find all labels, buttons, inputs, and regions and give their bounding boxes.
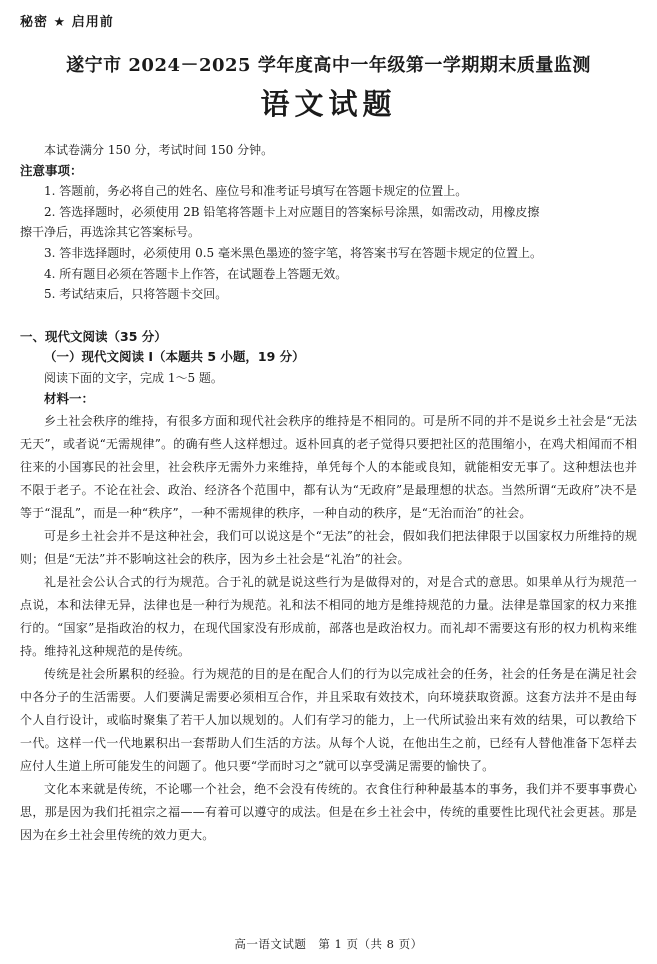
page-footer: 高一语文试题 第 1 页（共 8 页） xyxy=(234,937,423,951)
notice-item: 2. 答选择题时，必须使用 2B 铅笔将答题卡上对应题目的答案标号涂黑，如需改动，用橡皮擦 xyxy=(44,204,540,219)
notice-item: 3. 答非选择题时，必须使用 0.5 毫米黑色墨迹的签字笔，将答案书写在答题卡规定的位置上。 xyxy=(44,245,542,260)
section-heading: 一、现代文阅读（35 分） xyxy=(20,328,167,344)
notice-item: 4. 所有题目必须在答题卡上作答，在试题卷上答题无效。 xyxy=(44,266,348,281)
exam-title: 遂宁市 2024－2025 学年度高中一年级第一学期期末质量监测 xyxy=(66,55,591,76)
passage-paragraph: 可是乡土社会并不是这种社会，我们可以说这是个“无法”的社会，假如我们把法律限于以国家权力所维持的规则；但是“无法”并不影响这社会的秩序，因为乡土社会是“礼治”的社会。 xyxy=(20,529,637,567)
passage xyxy=(20,410,637,847)
subject-title: 语文试题 xyxy=(260,87,397,121)
notice-item-continued: 擦干净后，再选涂其它答案标号。 xyxy=(20,225,201,240)
notice-heading: 注意事项： xyxy=(20,162,83,178)
passage-paragraph: 乡土社会秩序的维持，有很多方面和现代社会秩序的维持是不相同的。可是所不同的并不是说乡土社会是“无法无天”，或者说“无需规律”。的确有些人这样想过。返朴回真的老子觉得只要把社区的范围缩小，在鸡犬相闻而不相往来的小国寡民的社会里，社会秩序无需外力来维持，单凭每个人的本能或良知，就能相安无事了。这种想法也并不限于老子。不论在社会、政治、经济各个范围中，都有认为“无政府”是最理想的状态。当然所谓“无政府”决不是等于“混乱”，而是一种“秩序”，一种不需规律的秩序，一种自动的秩序，是“无治而治”的社会。 xyxy=(20,414,637,521)
material-label: 材料一： xyxy=(44,390,95,406)
reading-instruction: 阅读下面的文字，完成 1～5 题。 xyxy=(44,370,223,385)
score-time-note: 本试卷满分 150 分，考试时间 150 分钟。 xyxy=(44,143,274,157)
notice-item: 5. 考试结束后，只将答题卡交回。 xyxy=(44,287,228,302)
section-subheading: （一）现代文阅读 Ⅰ（本题共 5 小题，19 分） xyxy=(44,349,305,365)
passage-paragraph: 文化本来就是传统，不论哪一个社会，绝不会没有传统的。衣食住行种种最基本的事务，我们并不要事事费心思，那是因为我们托祖宗之福——有着可以遵守的成法。但是在乡土社会中，传统的重要性比现代社会更甚。那是因为在乡土社会里传统的效力更大。 xyxy=(20,782,637,843)
notice-item: 1. 答题前，务必将自己的姓名、座位号和准考证号填写在答题卡规定的位置上。 xyxy=(44,184,468,199)
secret-label: 秘密 ★ 启用前 xyxy=(20,15,114,30)
passage-paragraph: 礼是社会公认合式的行为规范。合于礼的就是说这些行为是做得对的，对是合式的意思。如果单从行为规范一点说，本和法律无异，法律也是一种行为规范。礼和法不相同的地方是维持规范的力量。法律是靠国家的权力来推行的。“国家”是指政治的权力，在现代国家没有形成前，部落也是政治权力。而礼却不需要这有形的权力机构来维持。维持礼这种规范的是传统。 xyxy=(20,575,637,659)
passage-paragraph: 传统是社会所累积的经验。行为规范的目的是在配合人们的行为以完成社会的任务，社会的任务是在满足社会中各分子的生活需要。人们要满足需要必须相互合作，并且采取有效技术，向环境获取资源。这套方法并不是由每个人自行设计，或临时聚集了若干人加以规划的。人们有学习的能力，上一代所试验出来有效的结果，可以教给下一代。这样一代一代地累积出一套帮助人们生活的方法。从每个人说，在他出生之前，已经有人替他准备下怎样去应付人生道上所可能发生的问题了。他只要“学而时习之”就可以享受满足需要的愉快了。 xyxy=(20,667,637,774)
